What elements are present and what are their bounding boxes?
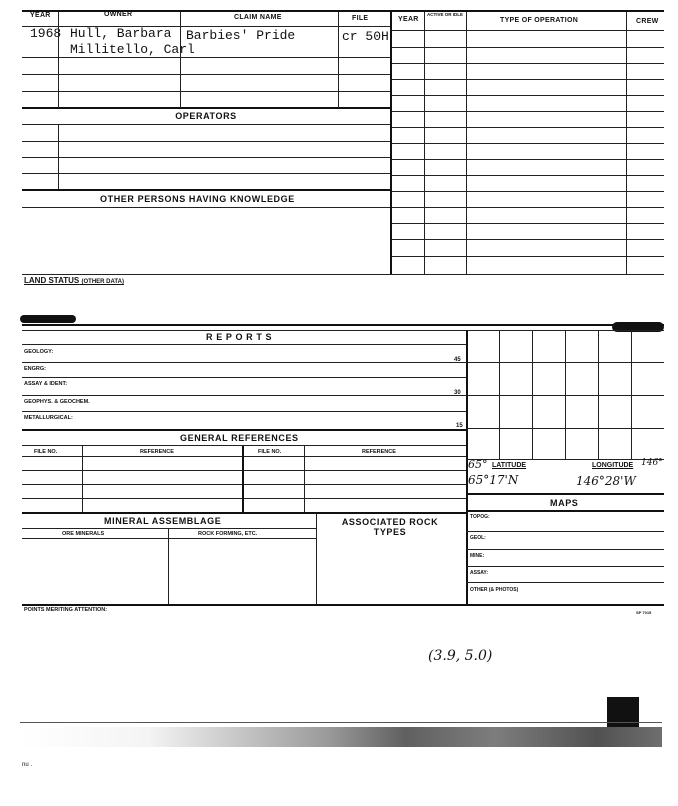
scan-edge-line [20,722,662,723]
ink-blot [20,315,76,323]
general-refs-rule [22,470,466,471]
op-row-rule [392,274,664,275]
land-status-top-rule [22,274,392,275]
land-status-heading [24,276,124,285]
mineral-top-border [22,512,466,514]
operators-top-border [22,107,390,109]
op-row-rule [392,127,664,128]
general-refs-rule [22,498,466,499]
claims-col-divider [180,12,181,108]
maps-rule [466,582,664,583]
op-row-rule [392,63,664,64]
op-row-rule [392,207,664,208]
reports-rule [22,395,466,396]
claims-top-border [22,10,390,12]
ore-minerals-label: ORE MINERALS [62,531,105,537]
op-row-rule [392,95,664,96]
operators-rule [22,173,390,174]
lon-value: 146°28'W [576,474,636,488]
mineral-rule [22,538,316,539]
other-persons-rule [22,207,390,208]
report-scale-15: 15 [456,423,463,429]
ref-col-divider [304,446,305,512]
map-mine-label: MINE: [470,553,485,559]
associated-rock-types-heading: ASSOCIATED ROCK TYPES [341,517,439,537]
op-col-active-label: ACTIVE OR IDLE [426,12,463,17]
map-topog-label: TOPOG: [470,514,490,520]
general-refs-heading: GENERAL REFERENCES [180,433,299,443]
col-year-label: YEAR [30,12,51,19]
land-status-label: LAND STATUS [24,276,80,285]
report-geology-label: GEOLOGY: [24,349,54,355]
other-persons-heading: OTHER PERSONS HAVING KNOWLEDGE [100,194,295,204]
rock-forming-label: ROCK FORMING, ETC. [198,531,258,537]
general-refs-rule [22,484,466,485]
op-row-rule [392,175,664,176]
latitude-label: LATITUDE [492,462,527,469]
map-assay-label: ASSAY: [470,570,489,576]
operators-col-divider [58,125,59,189]
claim-file-value: cr 50H [342,29,389,44]
points-meriting-label: POINTS MERITING ATTENTION: [24,607,108,613]
claim-owner-1: Hull, Barbara [70,26,172,41]
general-refs-rule [22,456,466,457]
claims-col-divider [58,12,59,108]
ref-col-divider [242,446,244,512]
op-row-rule [392,239,664,240]
lat-value: 65°17'N [468,473,519,487]
op-row-rule [392,256,664,257]
operators-rule [22,157,390,158]
op-col-year-label: YEAR [398,16,419,23]
report-engrg-label: ENGRG: [24,366,46,372]
lat-prefix: 65° [468,458,488,471]
grid-row [466,428,664,429]
maps-top-border [466,493,664,495]
handwritten-note: (3.9, 5.0) [428,648,493,664]
report-metallurgical-label: METALLURGICAL: [24,415,73,421]
op-row-rule [392,30,664,31]
map-other-label: OTHER (& PHOTOS) [470,587,519,593]
claims-col-divider [338,12,339,108]
col-claim-name-label: CLAIM NAME [234,14,282,21]
other-persons-top-border [22,189,390,191]
reports-heading: R E P O R T S [206,332,273,342]
op-row-rule [392,143,664,144]
general-refs-rule [22,445,466,446]
ref-reference-label-2: REFERENCE [362,449,396,455]
claims-row-rule [22,74,390,75]
report-assay-label: ASSAY & IDENT: [24,381,68,387]
operators-rule [22,124,390,125]
mineral-assemblage-heading: MINERAL ASSEMBLAGE [104,516,222,526]
longitude-label: LONGITUDE [592,462,634,469]
reports-top-border [22,324,664,326]
col-owner-label: OWNER [104,11,133,18]
report-geophys-label: GEOPHYS. & GEOCHEM. [24,399,90,405]
claim-name-value: Barbies' Pride [186,28,296,43]
grid-row [466,459,664,460]
maps-heading: MAPS [550,498,579,508]
ref-file-no-label-1: FILE NO. [34,449,58,455]
map-geol-label: GEOL: [470,535,486,541]
mineral-rule [22,528,316,529]
claim-year-value: 1968 [30,26,62,41]
claim-owner-2: Millitello, Carl [70,42,195,57]
reports-inner-border [22,330,664,331]
ref-reference-label-1: REFERENCE [140,449,174,455]
operators-heading: OPERATORS [175,111,237,121]
op-col-crew-label: CREW [636,18,659,25]
operators-rule [22,141,390,142]
maps-rule [466,566,664,567]
op-row-rule [392,159,664,160]
maps-rule [466,510,664,512]
col-file-label: FILE [352,15,369,22]
lon-suffix: 146° [641,458,663,468]
reports-rule [22,377,466,378]
grid-row [466,362,664,363]
scan-noise-band [20,727,662,747]
general-refs-top-border [22,429,466,431]
form-number: SP 7015 [636,610,652,615]
ref-col-divider [82,446,83,512]
points-top-border [22,604,664,606]
op-col-type-label: TYPE OF OPERATION [500,17,579,24]
op-row-rule [392,191,664,192]
op-row-rule [392,79,664,80]
report-scale-45: 45 [454,357,461,363]
corner-mark: nu . [22,762,33,768]
report-scale-30: 30 [454,390,461,396]
op-row-rule [392,111,664,112]
grid-row [466,395,664,396]
ref-file-no-label-2: FILE NO. [258,449,282,455]
land-status-sublabel: (OTHER DATA) [81,279,124,285]
op-row-rule [392,47,664,48]
reports-rule [22,411,466,412]
claims-row-rule [22,91,390,92]
op-row-rule [392,223,664,224]
mineral-col-divider [316,513,317,605]
claims-row-rule [22,57,390,58]
mineral-col-divider [168,529,169,605]
reports-rule [22,344,466,345]
maps-rule [466,531,664,532]
reports-rule [22,362,466,363]
maps-rule [466,549,664,550]
